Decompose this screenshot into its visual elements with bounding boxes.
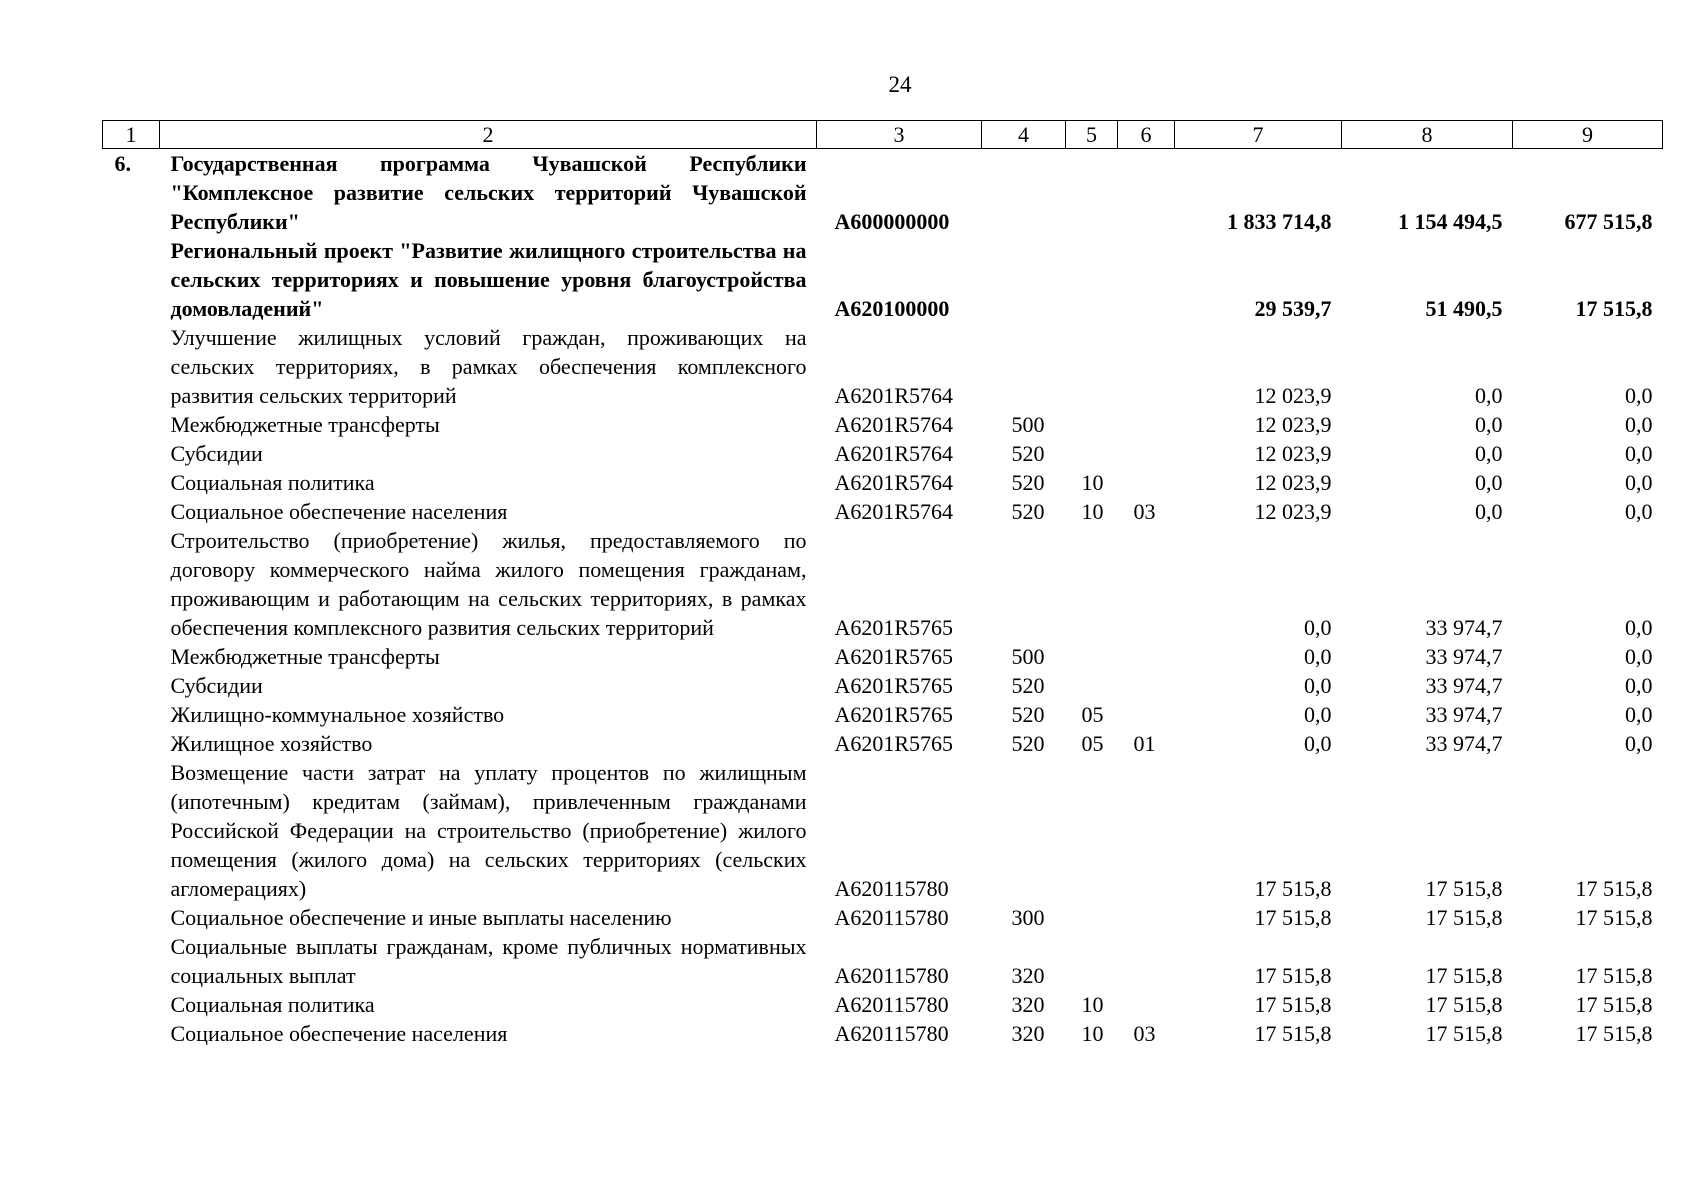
row-section [1066, 526, 1118, 642]
row-amount-col9: 0,0 [1625, 702, 1653, 727]
row-number [103, 236, 160, 323]
row-amount-col7: 0,0 [1304, 644, 1332, 669]
row-expense-type [982, 526, 1066, 642]
header-cell: 7 [1175, 121, 1342, 149]
row-amount-col7: 17 515,8 [1254, 992, 1332, 1017]
row-section: 05 [1081, 731, 1104, 756]
header-cell: 1 [103, 121, 160, 149]
row-subsection [1118, 700, 1175, 729]
row-amount-col9: 0,0 [1625, 499, 1653, 524]
row-expense-type: 320 [1011, 963, 1045, 988]
row-code: А6201R5764 [834, 499, 954, 524]
row-amount-col7: 12 023,9 [1254, 412, 1332, 437]
row-expense-type: 520 [1011, 441, 1045, 466]
row-section [1066, 323, 1118, 410]
row-section [1066, 671, 1118, 700]
table-row [103, 410, 1663, 439]
row-code: А620115780 [834, 905, 949, 930]
row-name: Социальная политика [170, 992, 375, 1017]
row-amount-col9: 0,0 [1625, 470, 1653, 495]
row-amount-col9: 0,0 [1625, 615, 1653, 640]
row-number [103, 758, 160, 903]
header-cell: 6 [1118, 121, 1175, 149]
row-amount-col7: 12 023,9 [1254, 441, 1332, 466]
row-subsection [1118, 323, 1175, 410]
row-amount-col9: 0,0 [1625, 731, 1653, 756]
row-expense-type [982, 323, 1066, 410]
row-amount-col7: 12 023,9 [1254, 499, 1332, 524]
row-amount-col8: 17 515,8 [1425, 963, 1503, 988]
row-amount-col9: 0,0 [1625, 412, 1653, 437]
page-number: 24 [888, 72, 912, 97]
row-number [103, 323, 160, 410]
row-name: Субсидии [170, 441, 263, 466]
row-section [1066, 236, 1118, 323]
row-amount-col7: 17 515,8 [1254, 1021, 1332, 1046]
row-number [103, 497, 160, 526]
row-section [1066, 903, 1118, 932]
row-number [103, 903, 160, 932]
row-number [103, 671, 160, 700]
budget-table [102, 120, 1663, 1048]
row-number [103, 468, 160, 497]
table-row [103, 903, 1663, 932]
row-amount-col7: 12 023,9 [1254, 383, 1332, 408]
table-row [103, 526, 1663, 642]
row-amount-col8: 0,0 [1475, 499, 1503, 524]
row-subsection [1118, 526, 1175, 642]
row-amount-col7: 17 515,8 [1254, 876, 1332, 901]
row-section [1066, 410, 1118, 439]
row-amount-col9: 17 515,8 [1575, 963, 1653, 988]
row-subsection [1118, 410, 1175, 439]
row-amount-col8: 17 515,8 [1425, 992, 1503, 1017]
row-code: А6201R5765 [834, 615, 954, 640]
row-amount-col8: 17 515,8 [1425, 1021, 1503, 1046]
row-amount-col8: 0,0 [1475, 441, 1503, 466]
row-expense-type: 320 [1011, 992, 1045, 1017]
row-expense-type: 520 [1011, 470, 1045, 495]
row-code: А6201R5764 [834, 441, 954, 466]
table-row [103, 497, 1663, 526]
row-code: А6201R5764 [834, 383, 954, 408]
row-amount-col8: 33 974,7 [1425, 615, 1503, 640]
row-subsection [1118, 903, 1175, 932]
row-subsection [1118, 671, 1175, 700]
row-amount-col9: 17 515,8 [1575, 992, 1653, 1017]
row-amount-col8: 33 974,7 [1425, 673, 1503, 698]
row-code: А620100000 [834, 296, 950, 321]
row-amount-col9: 677 515,8 [1564, 209, 1653, 234]
row-name: Строительство (приобретение) жилья, предоставляемого по договору коммерческого найма жилого помещения гражданам, проживающим и работающим на сельских территориях, в рамках обеспечения комплексного развития сельских территорий [170, 528, 807, 640]
row-code: А6201R5764 [834, 470, 954, 495]
row-amount-col7: 29 539,7 [1254, 296, 1332, 321]
row-amount-col9: 17 515,8 [1575, 905, 1653, 930]
row-code: А620115780 [834, 1021, 949, 1046]
row-section [1066, 758, 1118, 903]
row-amount-col7: 12 023,9 [1254, 470, 1332, 495]
row-code: А620115780 [834, 963, 949, 988]
header-cell: 4 [982, 121, 1066, 149]
row-code: А6201R5765 [834, 731, 954, 756]
table-row [103, 642, 1663, 671]
row-code: А6201R5765 [834, 673, 954, 698]
row-code: А620115780 [834, 992, 949, 1017]
row-number [103, 700, 160, 729]
table-row [103, 236, 1663, 323]
row-subsection: 03 [1133, 499, 1156, 524]
row-section [1066, 439, 1118, 468]
row-expense-type [982, 236, 1066, 323]
row-subsection: 01 [1133, 731, 1156, 756]
row-number [103, 729, 160, 758]
row-subsection [1118, 439, 1175, 468]
header-cell: 2 [160, 121, 817, 149]
row-name: Улучшение жилищных условий граждан, проживающих на сельских территориях, в рамках обеспечения комплексного развития сельских территорий [170, 325, 807, 408]
row-expense-type: 520 [1011, 731, 1045, 756]
row-expense-type: 320 [1011, 1021, 1045, 1046]
row-expense-type: 520 [1011, 499, 1045, 524]
row-section: 10 [1081, 470, 1104, 495]
row-name: Жилищно-коммунальное хозяйство [170, 702, 505, 727]
row-amount-col8: 33 974,7 [1425, 731, 1503, 756]
row-subsection [1118, 990, 1175, 1019]
row-section [1066, 149, 1118, 237]
header-cell: 9 [1513, 121, 1663, 149]
row-amount-col7: 17 515,8 [1254, 963, 1332, 988]
row-name: Социальное обеспечение и иные выплаты населению [170, 905, 672, 930]
row-subsection [1118, 236, 1175, 323]
table-body [103, 149, 1663, 1049]
row-amount-col9: 17 515,8 [1575, 296, 1653, 321]
row-name: Возмещение части затрат на уплату процентов по жилищным (ипотечным) кредитам (займам), привлеченным гражданами Российской Федерации на строительство (приобретение) жилого помещения (жилого дома) на сельских территориях (сельских агломерациях) [170, 760, 807, 901]
row-amount-col8: 1 154 494,5 [1398, 209, 1503, 234]
row-expense-type [982, 758, 1066, 903]
row-amount-col8: 17 515,8 [1425, 876, 1503, 901]
row-name: Социальные выплаты гражданам, кроме публичных нормативных социальных выплат [170, 934, 807, 988]
row-code: А620115780 [834, 876, 949, 901]
row-subsection [1118, 468, 1175, 497]
row-amount-col9: 0,0 [1625, 441, 1653, 466]
row-section: 10 [1081, 992, 1104, 1017]
row-number [103, 932, 160, 990]
table-row [103, 439, 1663, 468]
row-name: Субсидии [170, 673, 263, 698]
row-amount-col7: 1 833 714,8 [1227, 209, 1332, 234]
row-subsection [1118, 642, 1175, 671]
row-number [103, 642, 160, 671]
row-number [103, 439, 160, 468]
row-amount-col7: 0,0 [1304, 615, 1332, 640]
row-amount-col8: 0,0 [1475, 470, 1503, 495]
row-section [1066, 642, 1118, 671]
row-code: А600000000 [834, 209, 950, 234]
row-subsection [1118, 149, 1175, 237]
row-amount-col8: 17 515,8 [1425, 905, 1503, 930]
row-name: Межбюджетные трансферты [170, 644, 440, 669]
row-number [103, 1019, 160, 1048]
table-row [103, 729, 1663, 758]
row-number [103, 526, 160, 642]
row-code: А6201R5764 [834, 412, 954, 437]
row-amount-col9: 0,0 [1625, 644, 1653, 669]
table-row [103, 758, 1663, 903]
row-expense-type: 520 [1011, 702, 1045, 727]
table-row [103, 323, 1663, 410]
table-row [103, 149, 1663, 237]
row-section: 05 [1081, 702, 1104, 727]
row-expense-type: 520 [1011, 673, 1045, 698]
row-code: А6201R5765 [834, 702, 954, 727]
row-amount-col8: 51 490,5 [1425, 296, 1503, 321]
row-amount-col8: 33 974,7 [1425, 702, 1503, 727]
row-amount-col7: 0,0 [1304, 731, 1332, 756]
row-subsection [1118, 932, 1175, 990]
table-row [103, 468, 1663, 497]
row-number: 6. [114, 151, 131, 176]
row-amount-col7: 0,0 [1304, 702, 1332, 727]
row-section: 10 [1081, 1021, 1104, 1046]
row-section: 10 [1081, 499, 1104, 524]
row-name: Социальное обеспечение населения [170, 1021, 508, 1046]
header-cell: 3 [817, 121, 982, 149]
table-row [103, 932, 1663, 990]
row-name: Государственная программа Чувашской Республики "Комплексное развитие сельских территорий Чувашской Республики" [170, 151, 807, 234]
row-expense-type: 500 [1011, 412, 1045, 437]
row-number [103, 990, 160, 1019]
row-amount-col7: 0,0 [1304, 673, 1332, 698]
row-section [1066, 932, 1118, 990]
row-subsection [1118, 758, 1175, 903]
row-amount-col8: 0,0 [1475, 412, 1503, 437]
row-expense-type: 500 [1011, 644, 1045, 669]
row-name: Социальная политика [170, 470, 375, 495]
row-expense-type [982, 149, 1066, 237]
row-name: Региональный проект "Развитие жилищного строительства на сельских территориях и повышение уровня благоустройства домовладений" [170, 238, 807, 321]
table-row [103, 700, 1663, 729]
row-amount-col7: 17 515,8 [1254, 905, 1332, 930]
table-row [103, 990, 1663, 1019]
row-amount-col9: 17 515,8 [1575, 1021, 1653, 1046]
row-amount-col9: 0,0 [1625, 383, 1653, 408]
header-row [103, 121, 1663, 149]
row-name: Межбюджетные трансферты [170, 412, 440, 437]
row-amount-col8: 33 974,7 [1425, 644, 1503, 669]
row-expense-type: 300 [1011, 905, 1045, 930]
row-name: Жилищное хозяйство [170, 731, 373, 756]
row-name: Социальное обеспечение населения [170, 499, 508, 524]
row-code: А6201R5765 [834, 644, 954, 669]
row-amount-col9: 0,0 [1625, 673, 1653, 698]
row-subsection: 03 [1133, 1021, 1156, 1046]
row-number [103, 410, 160, 439]
table-row [103, 1019, 1663, 1048]
header-cell: 5 [1066, 121, 1118, 149]
row-amount-col8: 0,0 [1475, 383, 1503, 408]
row-amount-col9: 17 515,8 [1575, 876, 1653, 901]
header-cell: 8 [1342, 121, 1513, 149]
table-row [103, 671, 1663, 700]
